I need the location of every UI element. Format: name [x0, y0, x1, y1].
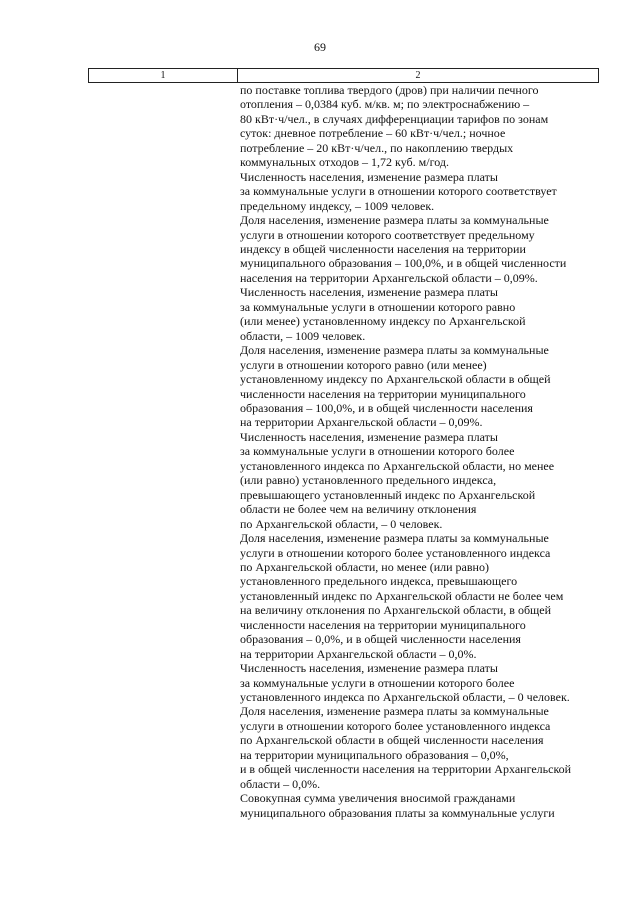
text-line: (или менее) установленному индексу по Архангельской [240, 314, 526, 329]
column-2-header: 2 [415, 70, 421, 81]
text-line: Доля населения, изменение размера платы за коммунальные [240, 531, 549, 546]
text-line: коммунальных отходов – 1,72 куб. м/год. [240, 155, 449, 170]
text-line: численности населения на территории муниципального [240, 617, 526, 632]
text-line: отопления – 0,0384 куб. м/кв. м; по электроснабжению – [240, 97, 530, 112]
text-line: за коммунальные услуги в отношении которого более [240, 444, 515, 459]
text-line: области, – 1009 человек. [240, 328, 366, 343]
text-line: численности населения на территории муниципального [240, 386, 526, 401]
table-header-row [88, 68, 599, 83]
text-line: установленного предельного индекса, превышающего [240, 574, 518, 589]
text-line: Численность населения, изменение размера платы [240, 285, 498, 300]
text-line: услуги в отношении которого более установленного индекса [240, 718, 551, 733]
text-line: Доля населения, изменение размера платы за коммунальные [240, 343, 549, 358]
text-line: на территории Архангельской области – 0,09%. [240, 415, 483, 430]
text-line: установленному индексу по Архангельской области в общей [240, 372, 551, 387]
text-line: Численность населения, изменение размера платы [240, 661, 498, 676]
text-line: индексу в общей численности населения на территории [240, 241, 526, 256]
table-header [88, 68, 599, 83]
text-line: Доля населения, изменение размера платы за коммунальные [240, 704, 549, 719]
text-line: населения на территории Архангельской области – 0,09%. [240, 270, 538, 285]
text-line: (или равно) установленного предельного индекса, [240, 473, 497, 488]
text-line: муниципального образования платы за коммунальные услуги [240, 805, 555, 820]
text-line: муниципального образования – 100,0%, и в общей численности [240, 256, 567, 271]
text-line: услуги в отношении которого соответствует предельному [240, 227, 535, 242]
text-line: на величину отклонения по Архангельской области, в общей [240, 603, 552, 618]
column-2-text [240, 83, 605, 820]
text-line: за коммунальные услуги в отношении которого более [240, 675, 515, 690]
text-line: превышающего установленный индекс по Архангельской [240, 487, 536, 502]
text-line: области – 0,0%. [240, 776, 321, 791]
text-line: по Архангельской области, но менее (или равно) [240, 559, 489, 574]
text-line: Совокупная сумма увеличения вносимой гражданами [240, 791, 516, 806]
text-line: установленного индекса по Архангельской области, но менее [240, 458, 555, 473]
text-line: по поставке топлива твердого (дров) при наличии печного [240, 83, 539, 97]
text-line: и в общей численности населения на территории Архангельской [240, 762, 572, 777]
text-line: 80 кВт·ч/чел., в случаях дифференциации тарифов по зонам [240, 111, 549, 126]
text-line: на территории Архангельской области – 0,0%. [240, 646, 477, 661]
text-line: потребление – 20 кВт·ч/чел., по накоплению твердых [240, 140, 514, 155]
text-line: по Архангельской области в общей численности населения [240, 733, 544, 748]
text-line: суток: дневное потребление – 60 кВт·ч/чел.; ночное [240, 126, 506, 141]
text-line: за коммунальные услуги в отношении которого равно [240, 299, 516, 314]
text-line: образования – 0,0%, и в общей численности населения [240, 632, 521, 647]
column-1-header: 1 [89, 69, 238, 82]
text-line: по Архангельской области, – 0 человек. [240, 516, 443, 531]
text-line: области не более чем на величину отклонения [240, 502, 477, 517]
text-line: предельному индексу, – 1009 человек. [240, 198, 435, 213]
text-line: образования – 100,0%, и в общей численности населения [240, 400, 533, 415]
text-line: Численность населения, изменение размера платы [240, 169, 498, 184]
text-line: за коммунальные услуги в отношении которого соответствует [240, 184, 557, 199]
text-line: Численность населения, изменение размера платы [240, 429, 498, 444]
page-number: 69 [314, 40, 326, 54]
text-line: услуги в отношении которого более установленного индекса [240, 545, 551, 560]
text-line: установленный индекс по Архангельской области не более чем [240, 588, 564, 603]
text-line: на территории муниципального образования – 0,0%, [240, 747, 509, 762]
text-line: Доля населения, изменение размера платы за коммунальные [240, 213, 549, 228]
text-line: услуги в отношении которого равно (или менее) [240, 357, 487, 372]
text-line: установленного индекса по Архангельской области, – 0 человек. [240, 690, 570, 705]
